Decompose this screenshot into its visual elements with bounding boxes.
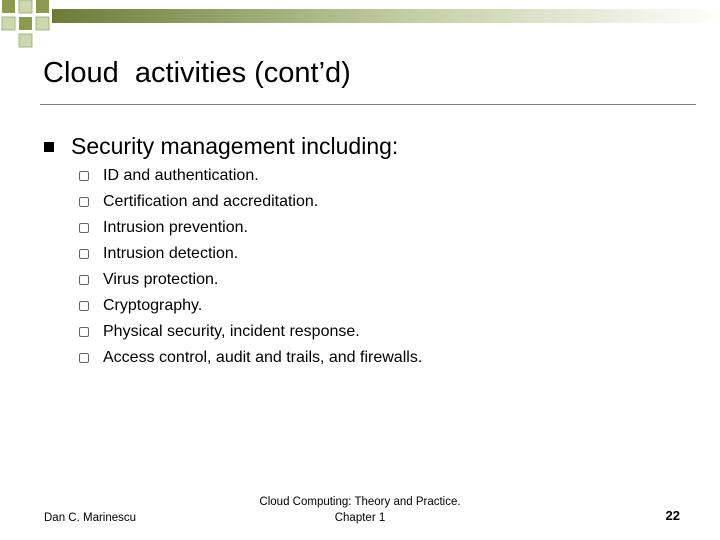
- list-item-text: Physical security, incident response.: [103, 323, 360, 340]
- list-item-text: Certification and accreditation.: [103, 193, 319, 210]
- list-item-text: Access control, audit and trails, and firewalls.: [103, 349, 423, 366]
- hollow-square-bullet-icon: [79, 275, 89, 285]
- hollow-square-bullet-icon: [79, 249, 89, 259]
- main-bullet-text: Security management including:: [71, 133, 399, 159]
- list-item-text: ID and authentication.: [103, 167, 259, 184]
- header-squares: [2, 0, 49, 47]
- hollow-square-bullet-icon: [79, 171, 89, 181]
- hollow-square-bullet-icon: [79, 197, 89, 207]
- list-item-text: Intrusion prevention.: [103, 219, 248, 236]
- header-decoration: [0, 0, 720, 60]
- header-gradient-bar: [52, 9, 720, 23]
- hollow-square-bullet-icon: [79, 353, 89, 363]
- list-item-text: Cryptography.: [103, 297, 203, 314]
- footer-author: Dan C. Marinescu: [44, 512, 137, 524]
- square-bullet-icon: [44, 142, 54, 152]
- footer-book-line2: Chapter 1: [334, 512, 386, 524]
- page-number: 22: [665, 508, 680, 523]
- footer-book-title: [230, 494, 490, 526]
- slide-title: Cloud activities (cont’d): [43, 57, 351, 89]
- title-divider: [40, 104, 696, 105]
- list-item-text: Intrusion detection.: [103, 245, 239, 262]
- footer-book-line1: Cloud Computing: Theory and Practice.: [259, 496, 461, 508]
- hollow-square-bullet-icon: [79, 327, 89, 337]
- hollow-square-bullet-icon: [79, 223, 89, 233]
- list-item-text: Virus protection.: [103, 271, 219, 288]
- hollow-square-bullet-icon: [79, 301, 89, 311]
